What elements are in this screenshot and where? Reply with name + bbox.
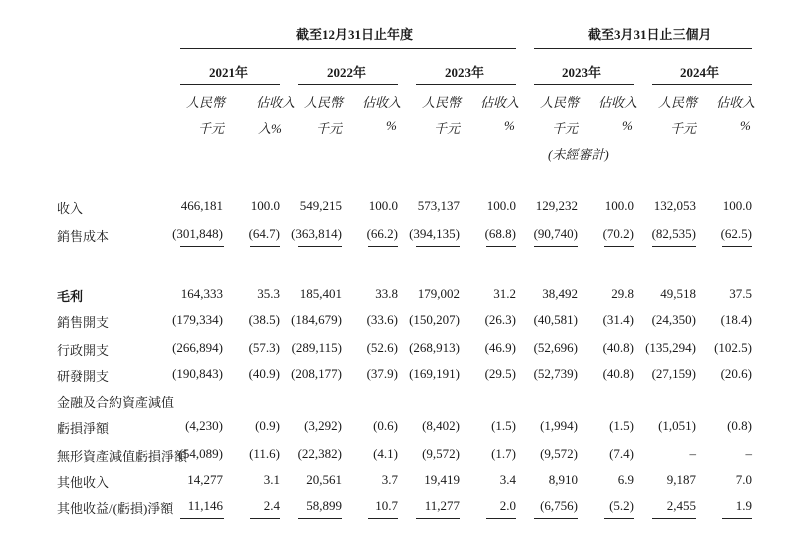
table-cell: 11,277 (424, 498, 460, 513)
total-underline (368, 518, 398, 519)
table-cell: 2.0 (499, 498, 516, 513)
table-cell: 19,419 (424, 472, 460, 487)
year-underline (416, 84, 516, 85)
table-cell: (82,535) (651, 226, 696, 241)
table-cell: 100.0 (486, 198, 516, 213)
unit-pct: 佔收入 (256, 95, 296, 110)
year-underline (298, 84, 398, 85)
total-underline (368, 246, 398, 247)
table-cell: 3.7 (381, 472, 398, 487)
table-cell: (40.8) (602, 366, 634, 381)
row-label: 虧損淨額 (57, 421, 110, 436)
total-underline (180, 246, 224, 247)
table-cell: (29.5) (484, 366, 516, 381)
table-cell: (3,292) (304, 418, 342, 433)
table-cell: (62.5) (720, 226, 752, 241)
table-cell: (68.8) (484, 226, 516, 241)
table-cell: (301,848) (172, 226, 223, 241)
table-cell: 100.0 (604, 198, 634, 213)
table-cell: 132,053 (653, 198, 696, 213)
table-cell: (54,089) (178, 446, 223, 461)
year-header: 2022年 (327, 65, 367, 80)
table-cell: (70.2) (602, 226, 634, 241)
total-underline (534, 518, 578, 519)
unit-thousand: 千元 (670, 121, 697, 136)
table-cell: (90,740) (533, 226, 578, 241)
table-cell: (37.9) (366, 366, 398, 381)
table-cell: 6.9 (617, 472, 634, 487)
year-header: 2023年 (562, 65, 602, 80)
table-cell: 2.4 (263, 498, 280, 513)
table-cell: 58,899 (306, 498, 342, 513)
table-cell: (184,679) (291, 312, 342, 327)
unit-pct-line2: 入% (258, 121, 282, 136)
table-cell: (289,115) (291, 340, 342, 355)
table-cell: (150,207) (409, 312, 460, 327)
table-cell: (7.4) (609, 446, 634, 461)
table-cell: 38,492 (542, 286, 578, 301)
total-underline (180, 518, 224, 519)
table-cell: 3.1 (263, 472, 280, 487)
total-underline (486, 518, 516, 519)
year-underline (652, 84, 752, 85)
table-cell: (9,572) (540, 446, 578, 461)
unit-rmb: 人民幣 (658, 95, 698, 110)
total-underline (604, 518, 634, 519)
unit-pct: 佔收入 (480, 95, 520, 110)
table-cell: (11.6) (249, 446, 280, 461)
row-label: 收入 (57, 201, 84, 216)
row-label: 行政開支 (57, 343, 110, 358)
year-header: 2024年 (680, 65, 720, 80)
total-underline (604, 246, 634, 247)
table-cell: (1,994) (540, 418, 578, 433)
table-cell: (1,051) (658, 418, 696, 433)
row-label: 其他收入 (57, 475, 110, 490)
table-cell: (0.9) (255, 418, 280, 433)
table-cell: (40,581) (533, 312, 578, 327)
table-cell: (24,350) (651, 312, 696, 327)
table-cell: (46.9) (484, 340, 516, 355)
row-label: 毛利 (57, 289, 84, 304)
total-underline (722, 246, 752, 247)
group-underline-fy (180, 48, 516, 49)
table-cell: (4,230) (185, 418, 223, 433)
table-cell: (266,894) (172, 340, 223, 355)
table-cell: (102.5) (714, 340, 752, 355)
table-cell: 549,215 (299, 198, 342, 213)
table-cell: (179,334) (172, 312, 223, 327)
table-cell: (66.2) (366, 226, 398, 241)
table-cell: 7.0 (735, 472, 752, 487)
table-cell: 8,910 (548, 472, 578, 487)
table-cell: 100.0 (250, 198, 280, 213)
group-underline-quarter (534, 48, 752, 49)
total-underline (250, 246, 280, 247)
total-underline (250, 518, 280, 519)
unit-thousand: 千元 (198, 121, 225, 136)
row-label: 銷售成本 (57, 229, 110, 244)
unaudited-note: (未經審計) (548, 147, 609, 162)
table-cell: (6,756) (540, 498, 578, 513)
unit-thousand: 千元 (552, 121, 579, 136)
table-cell: 3.4 (499, 472, 516, 487)
table-cell: (20.6) (720, 366, 752, 381)
unit-pct-line2: % (740, 118, 751, 133)
table-cell: (40.8) (602, 340, 634, 355)
table-cell: (64.7) (248, 226, 280, 241)
table-cell: (22,382) (297, 446, 342, 461)
total-underline (416, 518, 460, 519)
unit-pct-line2: % (386, 118, 397, 133)
total-underline (298, 518, 342, 519)
table-cell: 49,518 (660, 286, 696, 301)
table-cell: (27,159) (651, 366, 696, 381)
year-header: 2023年 (445, 65, 485, 80)
table-cell: (40.9) (248, 366, 280, 381)
unit-pct-line2: % (504, 118, 515, 133)
row-label: 研發開支 (57, 369, 110, 384)
table-cell: (52,739) (533, 366, 578, 381)
table-cell: – (745, 446, 752, 461)
table-cell: 9,187 (666, 472, 696, 487)
table-cell: 179,002 (417, 286, 460, 301)
row-label: 其他收益/(虧損)淨額 (57, 501, 174, 516)
table-cell: (5.2) (609, 498, 634, 513)
unit-rmb: 人民幣 (304, 95, 344, 110)
year-underline (534, 84, 634, 85)
table-cell: (31.4) (602, 312, 634, 327)
unit-rmb: 人民幣 (422, 95, 462, 110)
table-cell: (9,572) (422, 446, 460, 461)
table-cell: (135,294) (645, 340, 696, 355)
table-cell: (394,135) (409, 226, 460, 241)
table-cell: (18.4) (720, 312, 752, 327)
table-cell: (363,814) (291, 226, 342, 241)
table-cell: (38.5) (248, 312, 280, 327)
total-underline (534, 246, 578, 247)
table-cell: (0.8) (727, 418, 752, 433)
total-underline (652, 518, 696, 519)
table-cell: 2,455 (666, 498, 696, 513)
table-cell: (26.3) (484, 312, 516, 327)
table-cell: 14,277 (187, 472, 223, 487)
table-cell: 33.8 (375, 286, 398, 301)
unit-thousand: 千元 (316, 121, 343, 136)
year-underline (180, 84, 280, 85)
table-cell: 164,333 (180, 286, 223, 301)
table-cell: (52,696) (533, 340, 578, 355)
table-cell: (8,402) (422, 418, 460, 433)
row-label: 無形資產減值虧損淨額 (57, 449, 188, 464)
table-cell: 35.3 (257, 286, 280, 301)
table-cell: 29.8 (611, 286, 634, 301)
table-cell: (52.6) (366, 340, 398, 355)
table-cell: (4.1) (373, 446, 398, 461)
group-header-quarter: 截至3月31日止三個月 (588, 27, 712, 42)
total-underline (722, 518, 752, 519)
table-cell: (33.6) (366, 312, 398, 327)
row-label: 金融及合約資產減值 (57, 395, 175, 410)
unit-pct-line2: % (622, 118, 633, 133)
table-cell: 37.5 (729, 286, 752, 301)
table-cell: (1.5) (491, 418, 516, 433)
table-cell: (208,177) (291, 366, 342, 381)
table-cell: 20,561 (306, 472, 342, 487)
table-cell: (169,191) (409, 366, 460, 381)
table-cell: 100.0 (368, 198, 398, 213)
table-cell: 466,181 (180, 198, 223, 213)
table-cell: 185,401 (299, 286, 342, 301)
table-cell: 10.7 (375, 498, 398, 513)
group-header-fy: 截至12月31日止年度 (296, 27, 414, 42)
row-label: 銷售開支 (57, 315, 110, 330)
total-underline (298, 246, 342, 247)
table-cell: (190,843) (172, 366, 223, 381)
table-cell: 11,146 (187, 498, 223, 513)
year-header: 2021年 (209, 65, 249, 80)
table-cell: 573,137 (417, 198, 460, 213)
table-cell: 129,232 (535, 198, 578, 213)
table-cell: (1.7) (491, 446, 516, 461)
unit-thousand: 千元 (434, 121, 461, 136)
unit-pct: 佔收入 (362, 95, 402, 110)
total-underline (486, 246, 516, 247)
table-cell: 1.9 (735, 498, 752, 513)
table-cell: (1.5) (609, 418, 634, 433)
table-cell: (57.3) (248, 340, 280, 355)
unit-rmb: 人民幣 (186, 95, 226, 110)
unit-pct: 佔收入 (716, 95, 756, 110)
total-underline (652, 246, 696, 247)
table-cell: 31.2 (493, 286, 516, 301)
table-cell: 100.0 (722, 198, 752, 213)
table-cell: (0.6) (373, 418, 398, 433)
unit-rmb: 人民幣 (540, 95, 580, 110)
unit-pct: 佔收入 (598, 95, 638, 110)
table-cell: – (689, 446, 696, 461)
table-cell: (268,913) (409, 340, 460, 355)
total-underline (416, 246, 460, 247)
